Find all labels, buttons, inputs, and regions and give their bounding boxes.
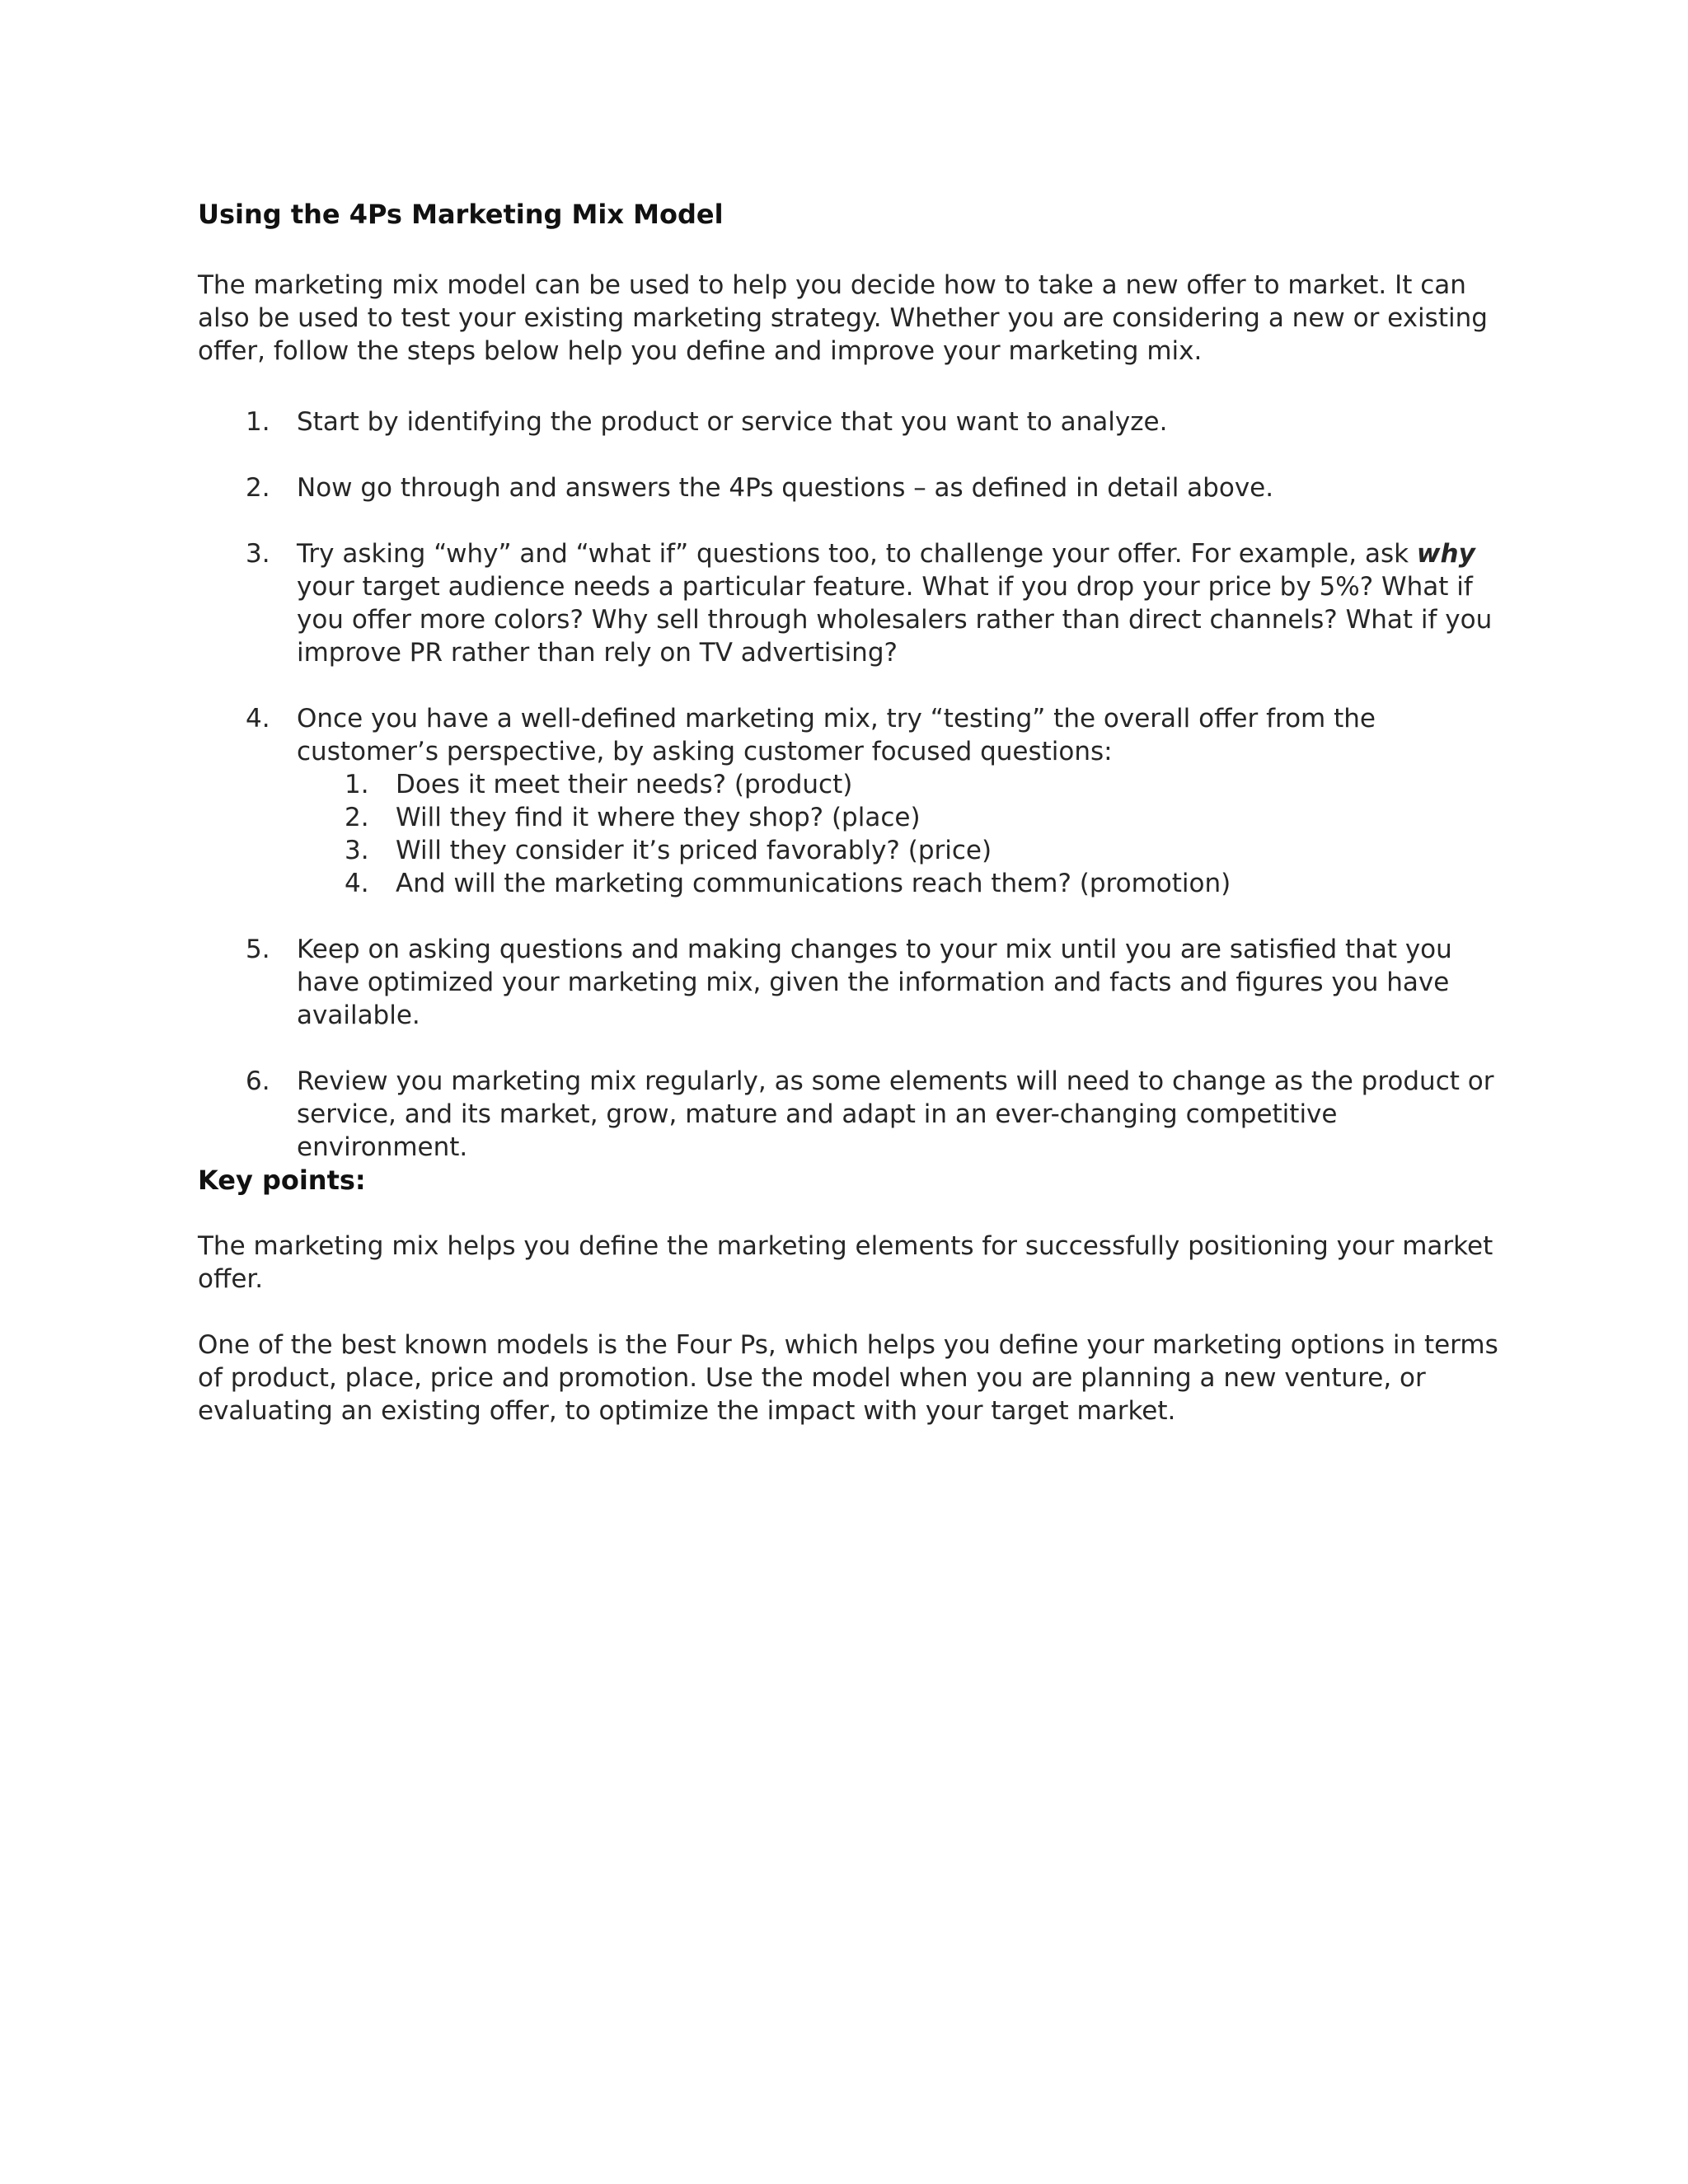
key-points-paragraph-2: One of the best known models is the Four Ps, which helps you define your marketing options in terms of product, place, price and promotion. Use the model when you are planning a new venture, or evaluating an existing offer, to optimize the impact with your target market. [198, 1330, 1498, 1426]
steps-list [198, 405, 1500, 1164]
customer-questions-list [297, 768, 1500, 900]
list-item-sub-1 [297, 768, 1500, 801]
list-item-step-2 [198, 471, 1500, 504]
key-points-paragraph-1: The marketing mix helps you define the marketing elements for successfully positioning your market offer. [198, 1231, 1493, 1294]
sub-text: Will they find it where they shop? (place) [396, 803, 921, 832]
sub-text: Will they consider it’s priced favorably? (price) [396, 836, 992, 865]
step-number: 5. [246, 935, 270, 964]
step-text: Start by identifying the product or service that you want to analyze. [297, 407, 1168, 437]
list-item-step-5 [198, 933, 1500, 1032]
sub-number: 4. [345, 869, 369, 898]
step-text: Now go through and answers the 4Ps questions – as defined in detail above. [297, 473, 1274, 503]
step-text-after: your target audience needs a particular feature. What if you drop your price by 5%? What if you offer more colors? Why sell through wholesalers rather than direct channels? What if you improve PR rather than rely on TV advertising? [297, 572, 1493, 668]
step-emphasis: why [1416, 539, 1475, 569]
step-text: Review you marketing mix regularly, as some elements will need to change as the product or service, and its market, grow, mature and adapt in an ever-changing competitive environment. [297, 1066, 1494, 1162]
sub-number: 3. [345, 836, 369, 865]
list-item-step-3 [198, 537, 1500, 669]
step-number: 3. [246, 539, 270, 569]
sub-number: 2. [345, 803, 369, 832]
list-item-step-6 [198, 1065, 1500, 1164]
page-title: Using the 4Ps Marketing Mix Model [198, 199, 724, 230]
key-points-heading: Key points: [198, 1165, 366, 1196]
step-number: 4. [246, 704, 270, 733]
sub-text: And will the marketing communications reach them? (promotion) [396, 869, 1231, 898]
intro-paragraph: The marketing mix model can be used to help you decide how to take a new offer to market. It can also be used to test your existing marketing strategy. Whether you are considering a new or existing offer, follow the steps below help you define and improve your marketing mix. [198, 270, 1488, 366]
step-text-before: Try asking “why” and “what if” questions too, to challenge your offer. For example, ask [297, 539, 1417, 569]
list-item-sub-2 [297, 801, 1500, 834]
list-item-sub-4 [297, 867, 1500, 900]
list-item-step-1 [198, 405, 1500, 438]
document-body [198, 198, 1500, 1427]
list-item-sub-3 [297, 834, 1500, 867]
sub-number: 1. [345, 770, 369, 799]
step-text: Keep on asking questions and making changes to your mix until you are satisfied that you have optimized your marketing mix, given the information and facts and figures you have available. [297, 935, 1452, 1030]
step-number: 1. [246, 407, 270, 437]
sub-text: Does it meet their needs? (product) [396, 770, 853, 799]
step-text: Once you have a well-defined marketing mix, try “testing” the overall offer from the customer’s perspective, by asking customer focused questions: [297, 704, 1376, 766]
list-item-step-4 [198, 702, 1500, 900]
step-number: 6. [246, 1066, 270, 1096]
step-number: 2. [246, 473, 270, 503]
